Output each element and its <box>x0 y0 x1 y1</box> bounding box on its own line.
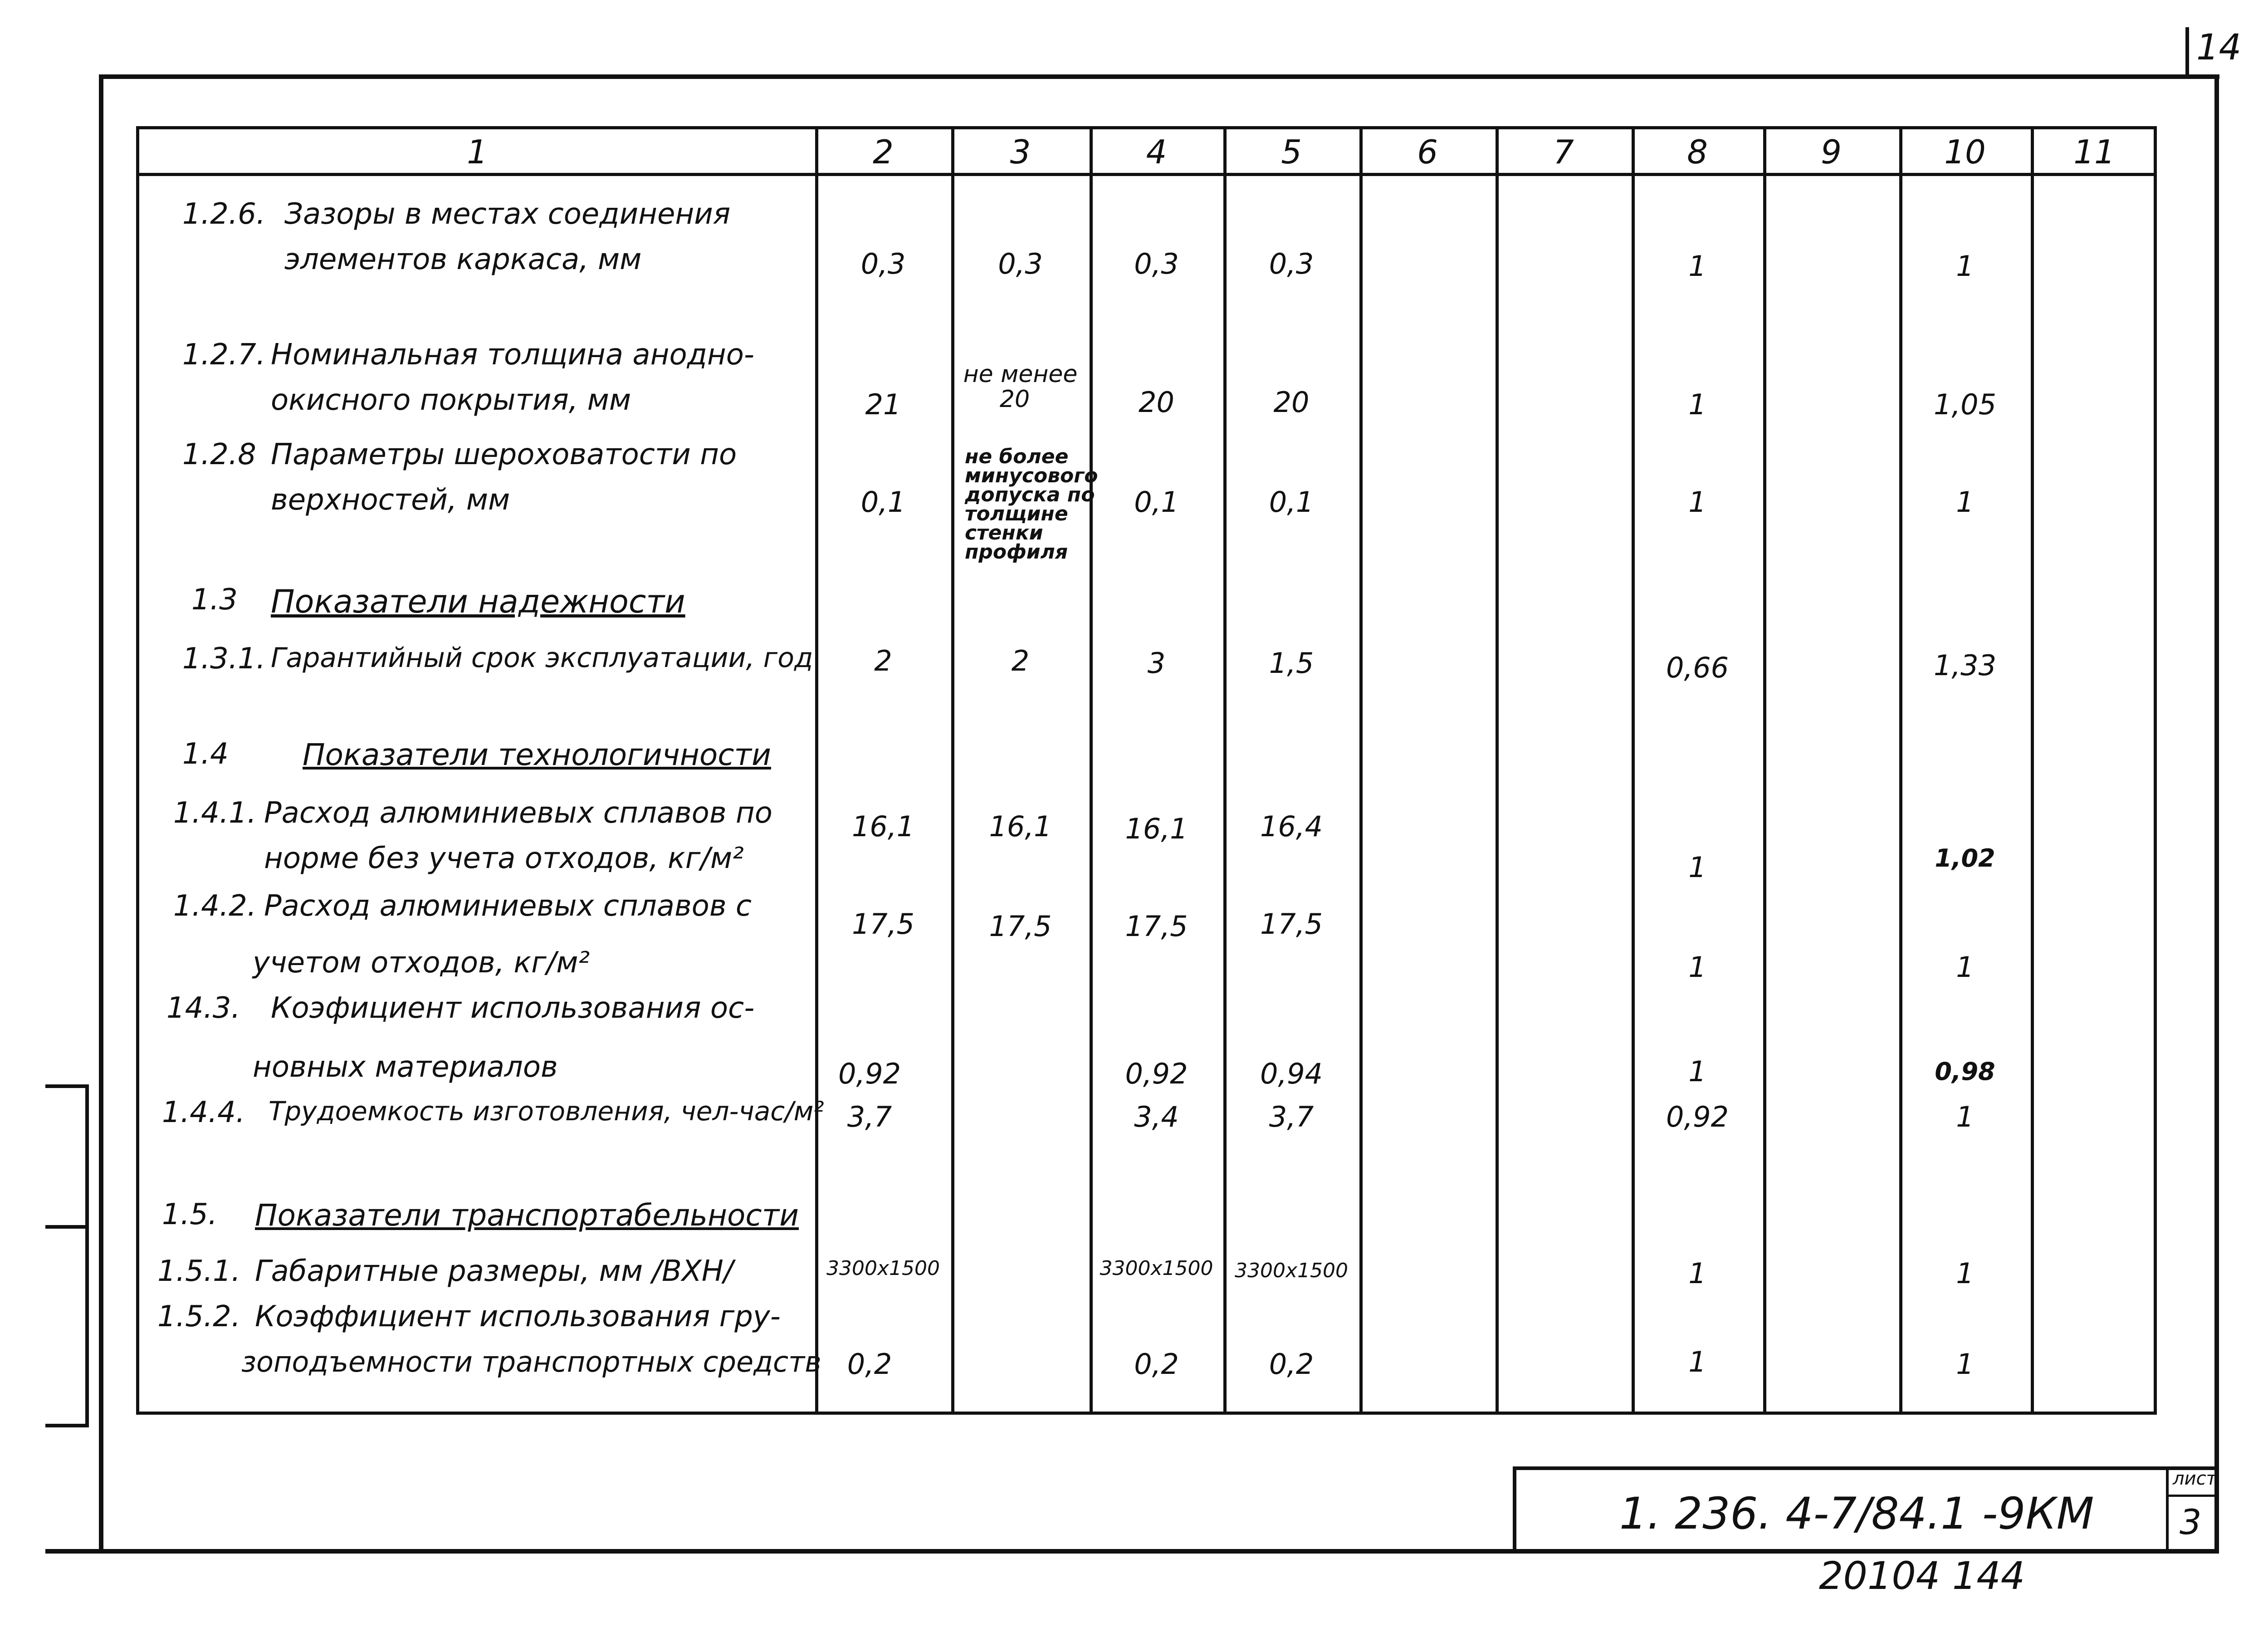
cell-col-5: 20 <box>1273 386 1310 419</box>
cell-col-10: 1,02 <box>1935 844 1995 873</box>
header-divider <box>139 173 2154 176</box>
cell-col-2: 0,92 <box>838 1057 901 1090</box>
cell-col-3: 2 <box>1011 644 1030 677</box>
row-number: 1.5.1. <box>157 1255 241 1288</box>
cell-col-5: 0,1 <box>1269 485 1314 519</box>
corner-mark <box>2185 27 2189 77</box>
cell-col-3-line1: не менее <box>963 361 1078 388</box>
cell-col-3-line: стенки <box>965 521 1043 544</box>
header-col-11: 11 <box>2073 133 2115 171</box>
cell-col-5: 1,5 <box>1269 647 1314 680</box>
header-col-4: 4 <box>1146 133 1167 171</box>
cell-col-2: 17,5 <box>851 907 915 941</box>
row-text: Коэфициент использования ос- <box>271 991 755 1025</box>
cell-col-4: 0,2 <box>1134 1348 1179 1381</box>
row-text: Номинальная толщина анодно- <box>271 338 754 372</box>
cell-col-8: 1 <box>1688 1345 1706 1378</box>
header-col-10: 10 <box>1944 133 1986 171</box>
row-number: 1.3.1. <box>182 642 266 676</box>
section-number: 1.5. <box>162 1198 218 1231</box>
cell-col-10: 0,98 <box>1935 1057 1995 1086</box>
cell-col-5: 3300х1500 <box>1235 1259 1348 1282</box>
header-col-7: 7 <box>1553 133 1574 171</box>
section-number: 1.4 <box>182 737 229 771</box>
sheet-label: лист <box>2173 1468 2217 1489</box>
header-col-6: 6 <box>1417 133 1438 171</box>
section-heading: Показатели технологичности <box>303 737 771 772</box>
row-text: Гарантийный срок эксплуатации, год <box>271 642 813 674</box>
cell-col-5: 3,7 <box>1269 1100 1314 1133</box>
sheet-box-divider <box>2169 1495 2216 1497</box>
cell-col-4: 0,1 <box>1134 485 1179 519</box>
cell-col-8: 1 <box>1688 851 1706 884</box>
sheet-number: 3 <box>2180 1502 2202 1542</box>
inventory-number: 20104 144 <box>1819 1554 2025 1598</box>
cell-col-3-line: профиля <box>965 540 1068 564</box>
frame-left-border <box>99 74 103 1554</box>
section-heading: Показатели надежности <box>271 583 685 620</box>
column-divider <box>815 129 818 1412</box>
row-text: Расход алюминиевых сплавов с <box>264 889 752 923</box>
page-number: 14 <box>2196 27 2242 68</box>
cell-col-3: 16,1 <box>989 810 1052 843</box>
row-text: Зазоры в местах соединения <box>284 197 731 231</box>
row-text: Расход алюминиевых сплавов по <box>264 796 772 830</box>
cell-col-2: 16,1 <box>851 810 915 843</box>
cell-col-8: 1 <box>1688 250 1706 283</box>
row-text: Трудоемкость изготовления, чел-час/м² <box>269 1096 824 1127</box>
column-divider <box>1899 129 1902 1412</box>
cell-col-3-line: не более <box>965 445 1069 468</box>
cell-col-2: 21 <box>865 388 901 421</box>
row-number: 1.4.1. <box>173 796 257 830</box>
row-text: Габаритные размеры, мм /ВХН/ <box>255 1255 733 1288</box>
row-text: Параметры шероховатости по <box>271 438 737 471</box>
header-col-3: 3 <box>1010 133 1031 171</box>
cell-col-4: 17,5 <box>1125 910 1188 943</box>
header-col-2: 2 <box>873 133 894 171</box>
cell-col-8: 0,92 <box>1666 1100 1729 1133</box>
column-divider <box>951 129 954 1412</box>
cell-col-2: 3300х1500 <box>826 1257 940 1280</box>
cell-col-4: 3 <box>1147 647 1166 680</box>
cell-col-3: 0,3 <box>998 247 1043 280</box>
cell-col-4: 0,3 <box>1134 247 1179 280</box>
cell-col-4: 0,92 <box>1125 1057 1188 1090</box>
cell-col-5: 17,5 <box>1260 907 1323 941</box>
header-col-5: 5 <box>1281 133 1302 171</box>
cell-col-8: 1 <box>1688 1257 1706 1290</box>
cell-col-8: 1 <box>1688 951 1706 984</box>
cell-col-10: 1 <box>1956 1257 1974 1290</box>
column-divider <box>2031 129 2034 1412</box>
row-number: 1.4.4. <box>162 1096 245 1129</box>
section-heading: Показатели транспортабельности <box>255 1198 799 1233</box>
cell-col-10: 1,05 <box>1933 388 1997 421</box>
cell-col-8: 0,66 <box>1666 651 1729 684</box>
parameters-table <box>136 126 2157 1415</box>
cell-col-10: 1,33 <box>1933 649 1997 682</box>
header-col-9: 9 <box>1821 133 1842 171</box>
row-number: 1.2.8 <box>182 438 256 471</box>
cell-col-10: 1 <box>1956 1100 1974 1133</box>
row-number: 1.2.6. <box>182 197 266 231</box>
frame-right-border <box>2214 74 2219 1554</box>
cell-col-5: 0,2 <box>1269 1348 1314 1381</box>
cell-col-3: 17,5 <box>989 910 1052 943</box>
row-text: Коэффициент использования гру- <box>255 1300 781 1333</box>
cell-col-4: 16,1 <box>1125 812 1188 845</box>
cell-col-5: 16,4 <box>1260 810 1323 843</box>
cell-col-3-line: толщине <box>965 502 1068 525</box>
cell-col-8: 1 <box>1688 1055 1706 1088</box>
cell-col-5: 0,3 <box>1269 247 1314 280</box>
column-divider <box>1632 129 1635 1412</box>
cell-col-10: 1 <box>1956 485 1974 519</box>
cell-col-3-line: допуска по <box>965 483 1095 506</box>
cell-col-4: 3300х1500 <box>1100 1257 1213 1280</box>
row-number: 1.4.2. <box>173 889 257 923</box>
column-divider <box>1090 129 1093 1412</box>
column-divider <box>1359 129 1363 1412</box>
section-number: 1.3 <box>191 583 238 617</box>
binding-margin-box <box>45 1084 89 1427</box>
row-number: 1.2.7. <box>182 338 266 372</box>
column-divider <box>1223 129 1227 1412</box>
header-col-8: 8 <box>1687 133 1708 171</box>
cell-col-10: 1 <box>1956 250 1974 283</box>
row-text: окисного покрытия, мм <box>271 383 631 417</box>
row-text: верхностей, мм <box>271 483 510 517</box>
row-text: учетом отходов, кг/м² <box>253 946 590 980</box>
row-number: 1.5.2. <box>157 1300 241 1333</box>
cell-col-5: 0,94 <box>1260 1057 1323 1090</box>
column-divider <box>1763 129 1766 1412</box>
row-number: 14.3. <box>166 991 240 1025</box>
frame-top-border <box>99 74 2219 79</box>
cell-col-2: 0,2 <box>847 1348 892 1381</box>
drawing-code: 1. 236. 4-7/84.1 -9КМ <box>1619 1488 2094 1539</box>
cell-col-8: 1 <box>1688 388 1706 421</box>
row-text: элементов каркаса, мм <box>284 243 642 276</box>
cell-col-8: 1 <box>1688 485 1706 519</box>
row-text: зоподъемности транспортных средств <box>241 1345 821 1378</box>
cell-col-2: 2 <box>874 644 892 677</box>
cell-col-4: 3,4 <box>1134 1100 1179 1133</box>
cell-col-3-line2: 20 <box>999 386 1030 413</box>
cell-col-2: 0,1 <box>860 485 906 519</box>
binding-margin-divider <box>45 1225 89 1229</box>
header-col-1: 1 <box>467 133 488 171</box>
cell-col-3-line: минусового <box>965 464 1098 487</box>
frame-bottom-border <box>45 1549 2219 1554</box>
cell-col-2: 3,7 <box>847 1100 892 1133</box>
row-text: новных материалов <box>253 1050 558 1084</box>
row-text: норме без учета отходов, кг/м² <box>264 842 744 875</box>
cell-col-10: 1 <box>1956 1348 1974 1381</box>
column-divider <box>1496 129 1499 1412</box>
cell-col-2: 0,3 <box>860 247 906 280</box>
cell-col-10: 1 <box>1956 951 1974 984</box>
cell-col-4: 20 <box>1139 386 1174 419</box>
